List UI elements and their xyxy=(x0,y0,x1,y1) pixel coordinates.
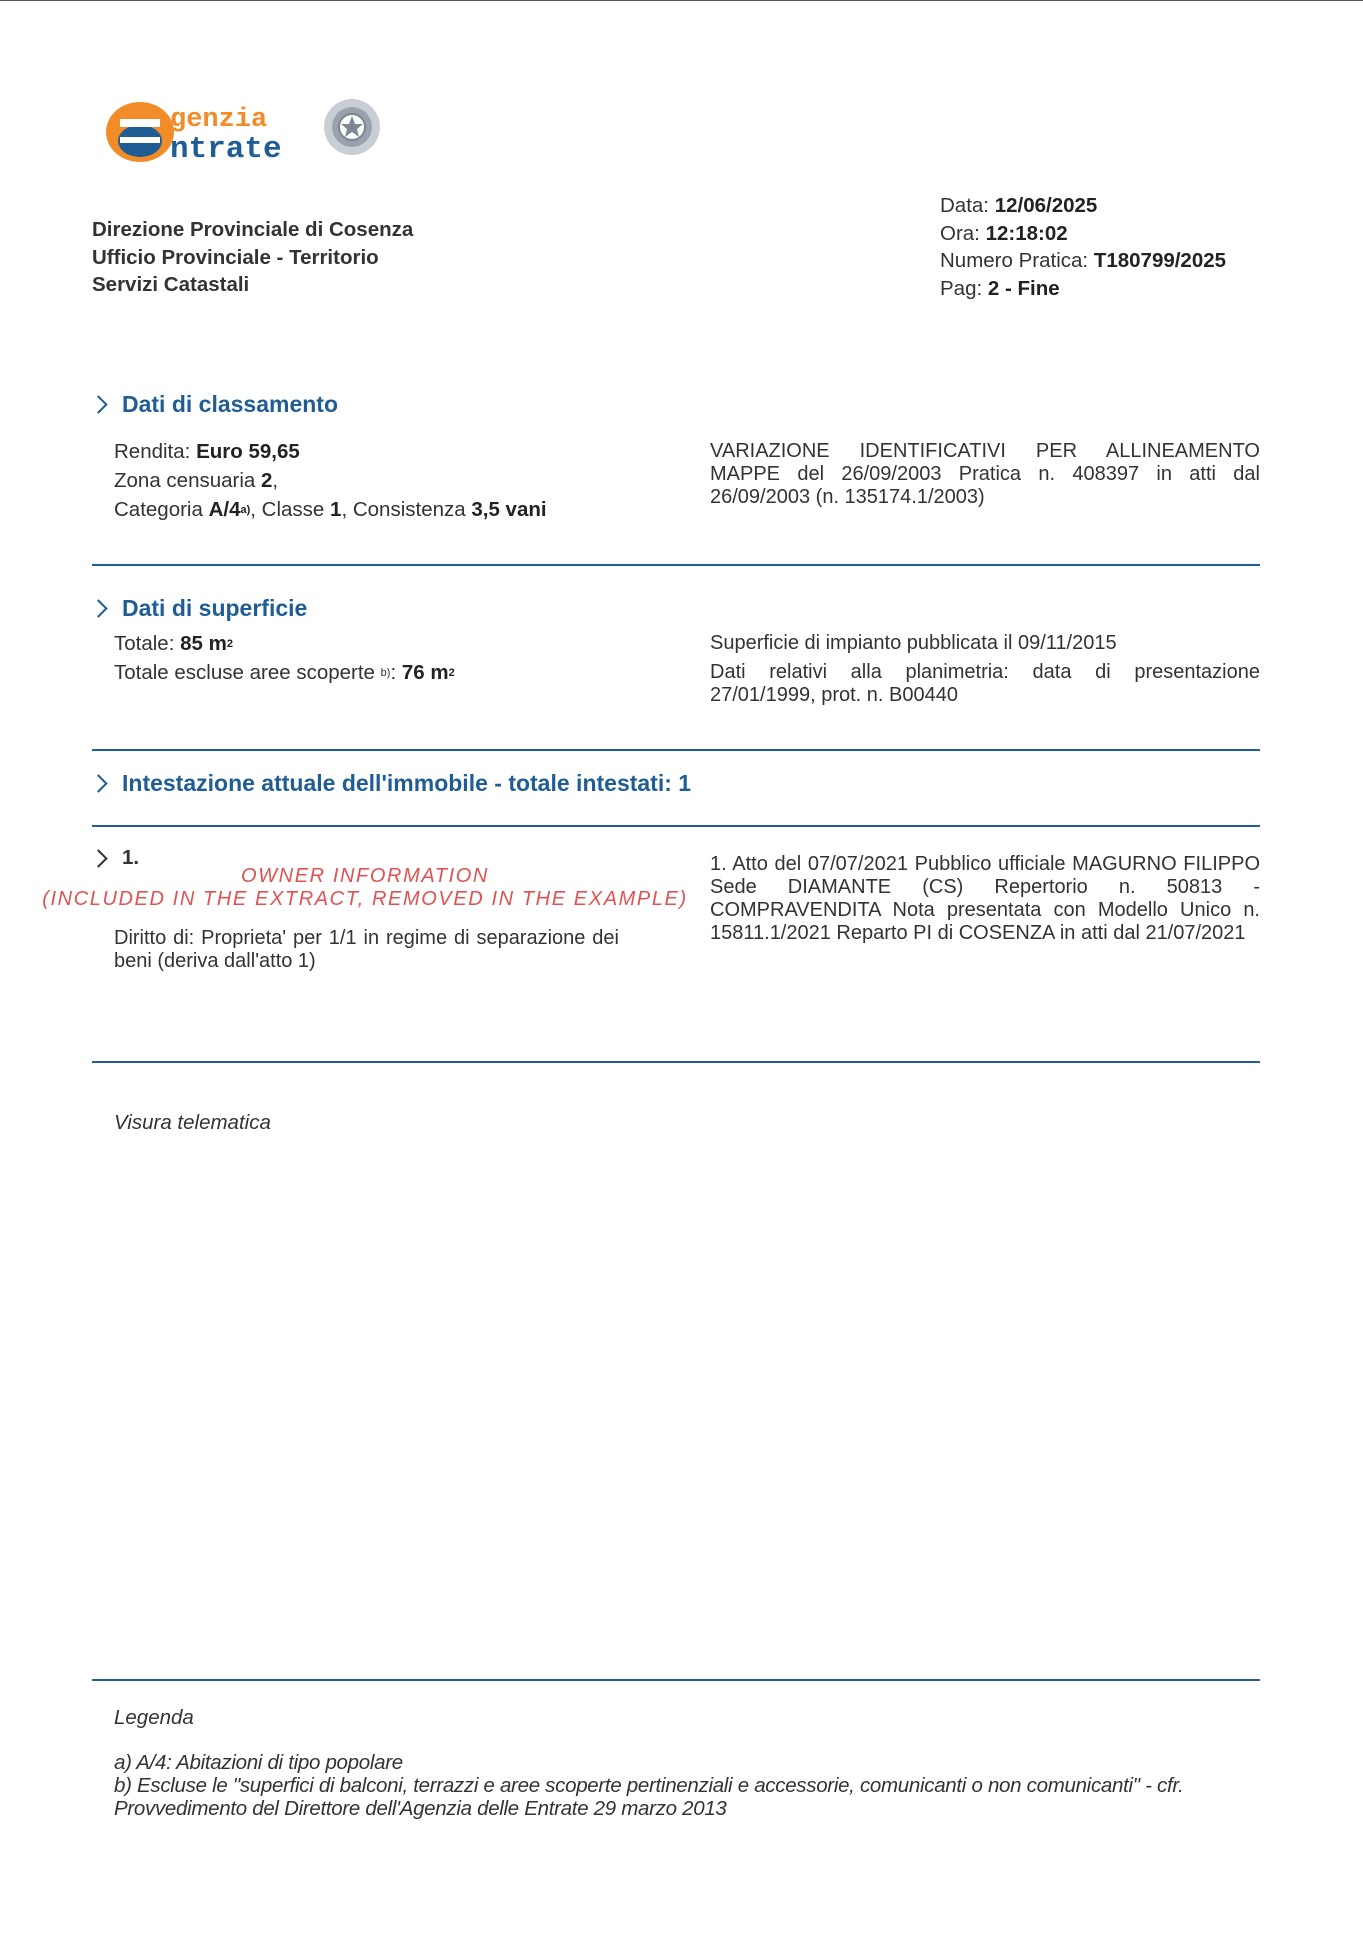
superficie-impianto: Superficie di impianto pubblicata il 09/11/2015 xyxy=(710,632,1117,654)
section-title-intestazione: Intestazione attuale dell'immobile - totale intestati: 1 xyxy=(92,770,691,797)
section-title-superficie: Dati di superficie xyxy=(92,595,307,622)
divider xyxy=(92,749,1260,751)
superficie-totale: Totale: 85 $m^2$ xyxy=(114,632,233,655)
diritto: Diritto di: Proprieta' per 1/1 in regime di separazione dei beni (deriva dall'atto 1) xyxy=(114,927,619,972)
italian-emblem-icon xyxy=(324,99,380,155)
office-line-2: Ufficio Provinciale - Territorio xyxy=(92,245,379,269)
superficie-left xyxy=(114,629,455,687)
classamento-left xyxy=(114,437,547,524)
categoria: Categoria A/4$^{a)}$, Classe 1, Consistenza 3,5 vani xyxy=(114,498,547,521)
chevron-right-icon xyxy=(89,599,107,617)
zona-censuaria: Zona censuaria 2, xyxy=(114,469,279,492)
visura-telematica: Visura telematica xyxy=(114,1111,271,1134)
superficie-right xyxy=(710,632,1260,707)
office-block xyxy=(92,216,413,299)
intestatario-number: 1. xyxy=(92,846,139,870)
meta-date: Data: 12/06/2025 xyxy=(940,194,1098,217)
agenzia-entrate-logo xyxy=(100,91,400,171)
office-line-3: Servizi Catastali xyxy=(92,273,250,296)
meta-page: Pag: 2 - Fine xyxy=(940,276,1060,300)
legenda-notes xyxy=(114,1751,1274,1820)
redaction-line-2: (INCLUDED IN THE EXTRACT, REMOVED IN THE EXAMPLE) xyxy=(42,888,688,910)
redaction-notice xyxy=(20,865,710,911)
rendita: Rendita: Euro 59,65 xyxy=(114,440,300,463)
divider xyxy=(92,564,1260,566)
divider xyxy=(92,825,1260,827)
section-title-classamento: Dati di classamento xyxy=(92,391,338,418)
redaction-line-1: OWNER INFORMATION xyxy=(241,865,489,887)
meta-pratica: Numero Pratica: T180799/2025 xyxy=(940,249,1227,272)
superficie-planimetria: Dati relativi alla planimetria: data di presentazione 27/01/1999, prot. n. B00440 xyxy=(710,661,1260,706)
logo-text-entrate: ntrate xyxy=(170,132,282,167)
atto-details: 1. Atto del 07/07/2021 Pubblico ufficiale MAGURNO FILIPPO Sede DIAMANTE (CS) Repertorio n. 50813 - COMPRAVENDITA Nota presentata con Modello Unico n. 15811.1/2021 Reparto PI di COSENZA in atti dal 21/07/2021 xyxy=(710,853,1260,944)
document-meta xyxy=(940,192,1226,302)
divider xyxy=(92,1679,1260,1681)
classamento-variazione: VARIAZIONE IDENTIFICATIVI PER ALLINEAMENTO MAPPE del 26/09/2003 Pratica n. 408397 in atti dal 26/09/2003 (n. 135174.1/2003) xyxy=(710,440,1260,508)
chevron-right-icon xyxy=(89,774,107,792)
legenda-note-b: b) Escluse le "superfici di balconi, terrazzi e aree scoperte pertinenziali e accessorie, comunicanti o non comunicanti" - cfr. Provvedimento del Direttore dell'Agenzia delle Entrate 29 marzo 2013 xyxy=(114,1774,1184,1820)
legenda-title: Legenda xyxy=(114,1706,194,1729)
meta-time: Ora: 12:18:02 xyxy=(940,221,1068,245)
chevron-right-icon xyxy=(89,395,107,413)
office-line-1: Direzione Provinciale di Cosenza xyxy=(92,218,414,241)
divider xyxy=(92,1061,1260,1063)
legenda-note-a: a) A/4: Abitazioni di tipo popolare xyxy=(114,1751,403,1774)
logo-text-agenzia: genzia xyxy=(170,105,268,135)
superficie-escluse: Totale escluse aree scoperte $^{b)}$: 76 $m^2$ xyxy=(114,661,455,684)
